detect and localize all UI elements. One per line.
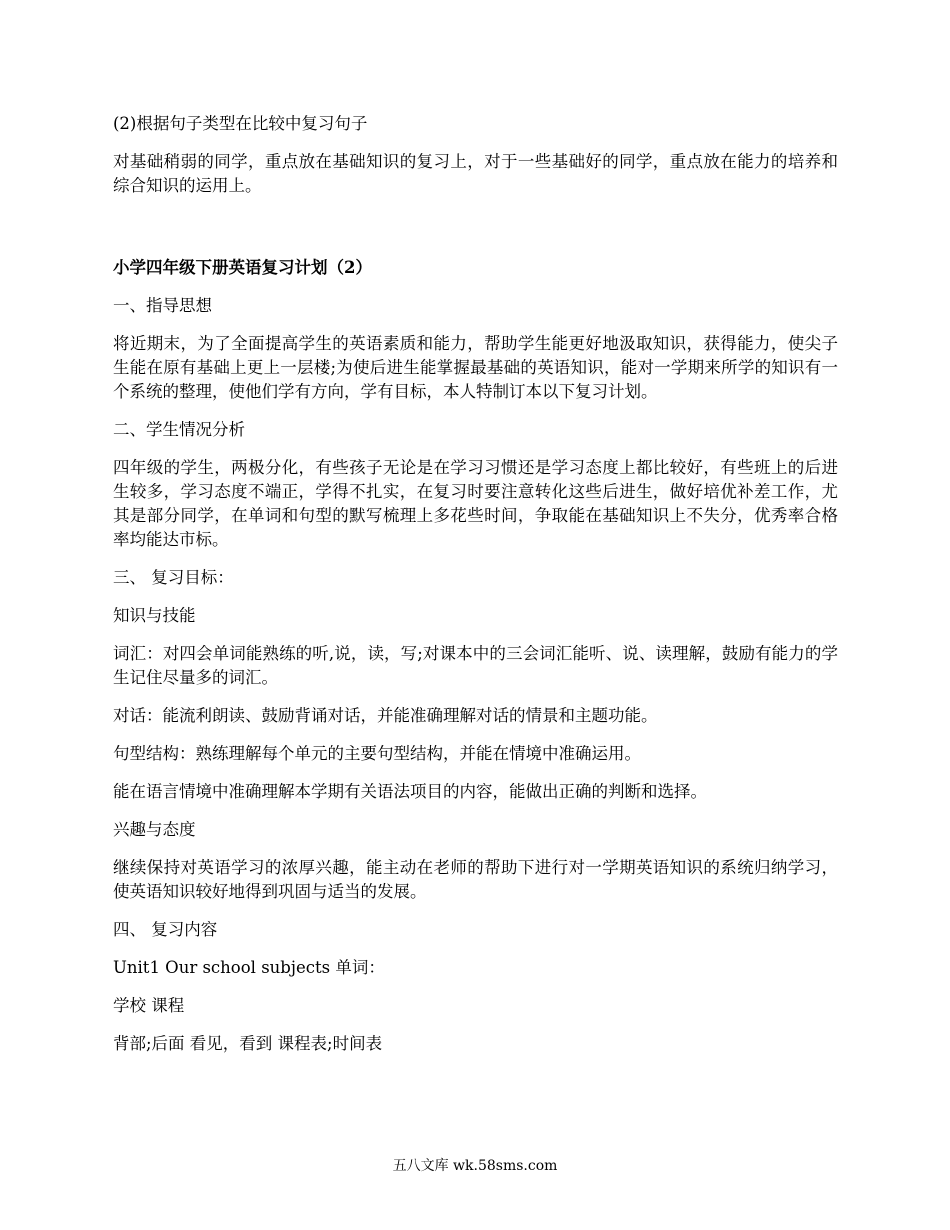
vocab-line-2: 背部;后面 看见，看到 课程表;时间表: [113, 1034, 383, 1053]
intro-paragraph: 对基础稍弱的同学，重点放在基础知识的复习上，对于一些基础好的同学，重点放在能力的培养和综合知识的运用上。: [113, 152, 838, 195]
paragraph-student-analysis: 四年级的学生，两极分化，有些孩子无论是在学习习惯还是学习态度上都比较好，有些班上的后进生较多，学习态度不端正，学得不扎实，在复习时要注意转化这些后进生，做好培优补差工作，尤其是部分同学，在单词和句型的默写梳理上多花些时间，争取能在基础知识上不失分，优秀率合格率均能达市标。: [113, 458, 838, 549]
subheading-interest-attitude: 兴趣与态度: [113, 820, 196, 839]
subheading-knowledge-skills: 知识与技能: [113, 606, 196, 625]
paragraph-sentence-structure: 句型结构：熟练理解每个单元的主要句型结构，并能在情境中准确运用。: [113, 744, 641, 763]
section-heading-guiding-thought: 一、指导思想: [113, 296, 212, 315]
section-heading-student-analysis: 二、学生情况分析: [113, 420, 245, 439]
document-body: [113, 112, 838, 1070]
document-title: 小学四年级下册英语复习计划（2）: [113, 258, 372, 277]
section-heading-review-goals: 三、 复习目标：: [113, 568, 234, 587]
vocab-line-1: 学校 课程: [113, 996, 185, 1015]
paragraph-grammar: 能在语言情境中准确理解本学期有关语法项目的内容，能做出正确的判断和选择。: [113, 782, 707, 801]
paragraph-dialogue: 对话：能流利朗读、鼓励背诵对话，并能准确理解对话的情景和主题功能。: [113, 706, 658, 725]
paragraph-guiding-thought: 将近期末，为了全面提高学生的英语素质和能力，帮助学生能更好地汲取知识，获得能力，使尖子生能在原有基础上更上一层楼;为使后进生能掌握最基础的英语知识，能对一学期来所学的知识有一个系统的整理，使他们学有方向，学有目标，本人特制订本以下复习计划。: [113, 334, 838, 401]
intro-line-1: (2)根据句子类型在比较中复习句子: [113, 114, 368, 133]
paragraph-vocabulary: 词汇：对四会单词能熟练的听,说，读，写;对课本中的三会词汇能听、说、读理解，鼓励有能力的学生记住尽量多的词汇。: [113, 644, 838, 687]
footer-watermark: 五八文库 wk.58sms.com: [392, 1158, 558, 1174]
unit-title: Unit1 Our school subjects 单词：: [113, 958, 385, 977]
section-heading-review-content: 四、 复习内容: [113, 920, 218, 939]
paragraph-interest: 继续保持对英语学习的浓厚兴趣，能主动在老师的帮助下进行对一学期英语知识的系统归纳学习，使英语知识较好地得到巩固与适当的发展。: [113, 858, 838, 901]
spacer: [113, 212, 838, 256]
